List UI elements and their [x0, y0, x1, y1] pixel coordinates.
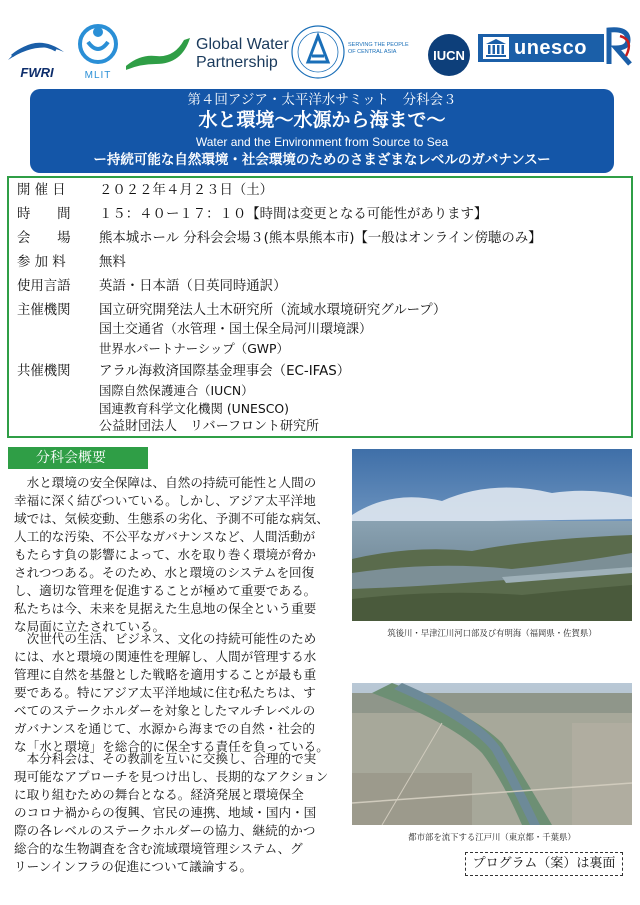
paragraph-line: には、水と環境の関連性を理解し、人間が管理する水 [14, 649, 317, 664]
time-label: 時 間 [17, 207, 71, 222]
organizer-item: 国土交通省（水管理・国土保全局河川環境課） [99, 322, 373, 337]
paragraph-line: 水と環境の安全保障は、自然の持続可能性と人間の [14, 475, 317, 490]
photo-caption-2: 都市部を流下する江戸川（東京都・千葉県） [408, 832, 576, 842]
paragraph-line: べてのステークホルダーを対象としたマルチレベルの [14, 703, 316, 718]
fee-label: 参 加 料 [17, 255, 66, 270]
mlit-logo [76, 22, 120, 84]
gwp-text-line2: Partnership [196, 54, 278, 71]
paragraph-line: 本分科会は、その教訓を互いに交換し、合理的で実 [14, 751, 317, 766]
paragraph-line: のコロナ禍からの復興、官民の連携、地域・国内・国 [14, 805, 317, 820]
paragraph-line: 幸福に深く結びついている。しかし、アジア太平洋地 [14, 493, 316, 508]
language-label: 使用言語 [17, 279, 71, 294]
paragraph-line: されつつある。そのため、水と環境のシステムを回復 [14, 565, 315, 580]
unesco-temple-icon [481, 34, 511, 62]
organizer-item: 世界水パートナーシップ（GWP） [99, 341, 289, 356]
paragraph-line: な局面に立たされている。 [14, 619, 166, 634]
organizer-item: 国立研究開発法人土木研究所（流域水環境研究グループ） [99, 303, 447, 318]
banner-subtitle: 第４回アジア・太平洋水サミット 分科会３ [187, 92, 457, 108]
paragraph-line: 管理に自然を基盤とした戦略を適用することが最も重 [14, 667, 317, 682]
coorganizer-item: 国際自然保護連合（IUCN） [99, 383, 254, 398]
ec-ifas-logo [290, 22, 420, 84]
gwp-text-line1: Global Water [196, 36, 289, 53]
paragraph-line: 総合的な生物調査を含む流域環境管理システム、グ [14, 841, 303, 856]
organizer-label: 主催機関 [17, 303, 71, 318]
info-row-coorganizers [17, 362, 351, 381]
paragraph-line: 現可能なアプローチを見つけ出し、長期的なアクション [14, 769, 329, 784]
overview-paragraph-3 [14, 750, 344, 876]
logo-strip [0, 0, 640, 88]
gwp-logo [126, 28, 296, 76]
ec-ifas-text-line1: SERVING THE PEOPLE [348, 42, 409, 48]
ec-ifas-text-line2: OF CENTRAL ASIA [348, 49, 397, 55]
overview-paragraph-1 [14, 474, 344, 636]
river-mouth-photo [352, 449, 632, 621]
edo-river-photo [352, 683, 632, 825]
paragraph-line: ガバナンスを通じて、水源から海までの自然・社会的 [14, 721, 315, 736]
coorganizer-item: 国連教育科学文化機関 (UNESCO) [99, 401, 289, 416]
paragraph-line: 私たちは今、未来を見据えた生息地の保全という重要 [14, 601, 317, 616]
coorganizer-item: 公益財団法人 リバーフロント研究所 [99, 419, 319, 434]
iucn-logo [424, 32, 474, 78]
info-row-fee [17, 253, 126, 272]
info-row-organizers [17, 301, 447, 320]
info-row-venue [17, 229, 542, 248]
iucn-text: IUCN [433, 48, 465, 63]
date-label: 開 催 日 [17, 183, 66, 198]
paragraph-line: 要である。特にアジア太平洋地域に住む私たちは、す [14, 685, 316, 700]
paragraph-line: もたらす負の影響によって、水を取り巻く環境が脅か [14, 547, 316, 562]
gwp-wave-icon [126, 36, 192, 70]
paragraph-line: し、適切な管理を促進することが極めて重要である。 [14, 583, 317, 598]
fee-value: 無料 [99, 255, 126, 270]
title-banner [30, 89, 614, 173]
date-value: ２０２２年４月２３日（土） [99, 183, 274, 198]
overview-paragraph-2 [14, 630, 344, 756]
info-row-time [17, 205, 488, 224]
event-info-box [7, 176, 633, 438]
paragraph-line: 域では、気候変動、生態系の劣化、予測不可能な病気、 [14, 511, 329, 526]
paragraph-line: な「水と環境」を総合的に保全する責任を負っている。 [14, 739, 329, 754]
paragraph-line: 次世代の生活、ビジネス、文化の持続可能性のため [14, 631, 317, 646]
banner-title: 水と環境～水源から海まで～ [198, 109, 446, 131]
riverfront-logo [606, 26, 636, 66]
paragraph-line: 際の各レベルのステークホルダーの協力、継続的かつ [14, 823, 316, 838]
fwri-text: FWRI [20, 65, 54, 80]
info-row-language [17, 277, 287, 296]
fwri-logo [4, 34, 70, 80]
venue-label: 会 場 [17, 231, 71, 246]
program-on-back-note: プログラム（案）は裏面 [465, 852, 623, 876]
venue-value: 熊本城ホール 分科会会場３(熊本県熊本市)【一般はオンライン傍聴のみ】 [99, 231, 542, 246]
coorganizer-label: 共催機関 [17, 364, 71, 379]
language-value: 英語・日本語（日英同時通訳） [99, 279, 287, 294]
banner-english-title: Water and the Environment from Source to Sea [195, 135, 449, 149]
paragraph-line: に取り組むための舞台となる。経済発展と環境保全 [14, 787, 304, 802]
mlit-text: MLIT [84, 70, 112, 81]
info-row-date [17, 181, 274, 200]
overview-heading: 分科会概要 [8, 447, 148, 469]
unesco-text: unesco [514, 37, 588, 59]
paragraph-line: リーンインフラの促進について議論する。 [14, 859, 253, 874]
banner-subtitle-governance: ー持続可能な自然環境・社会環境のためのさまざまなレベルのガバナンスー [93, 152, 551, 168]
paragraph-line: 人工的な汚染、不公平なガバナンスなど、人間活動が [14, 529, 316, 544]
photo-caption-1: 筑後川・早津江川河口部及び有明海（福岡県・佐賀県） [387, 628, 597, 638]
coorganizer-item: アラル海救済国際基金理事会（EC-IFAS） [99, 364, 351, 379]
time-value: １５：４０ー１７：１０【時間は変更となる可能性があります】 [99, 207, 488, 222]
unesco-logo [478, 34, 604, 62]
